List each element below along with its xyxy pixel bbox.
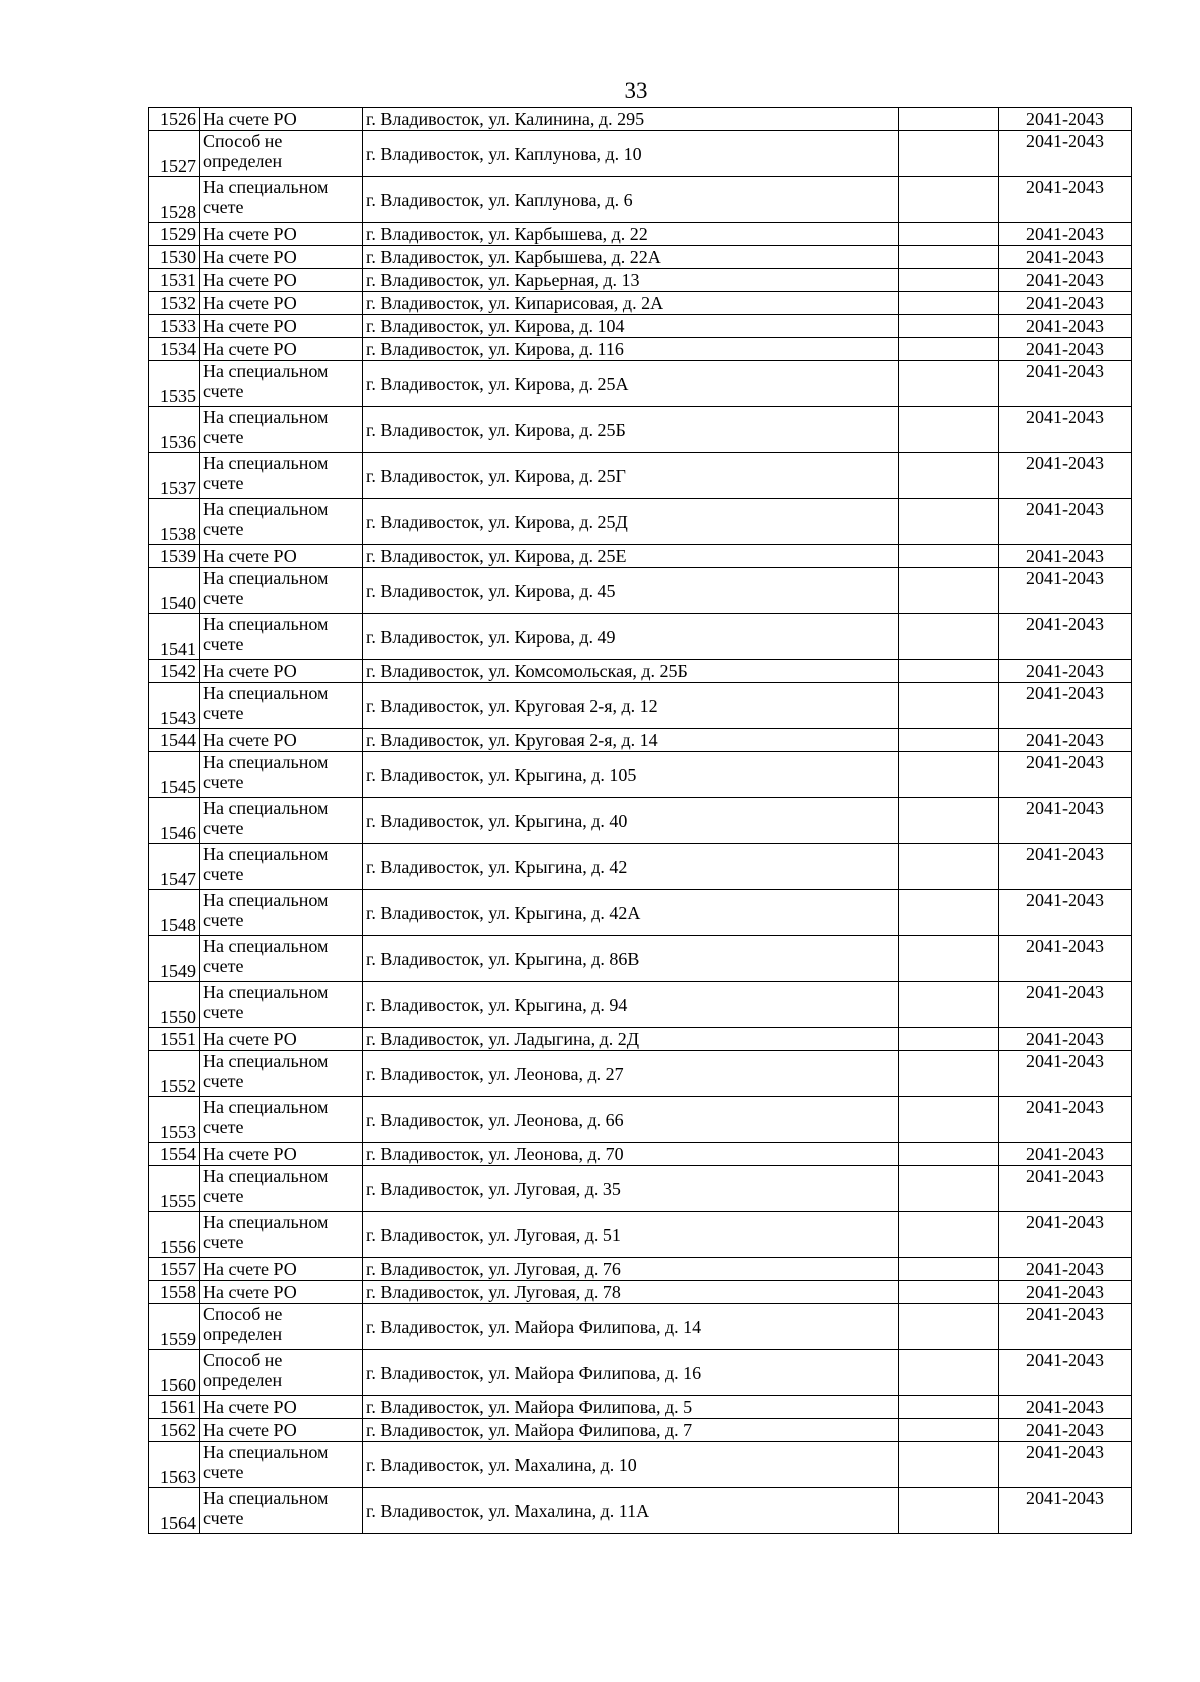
fund-formation-method bbox=[200, 844, 363, 890]
table-row bbox=[149, 1488, 1132, 1534]
repair-period: 2041-2043 bbox=[999, 1212, 1132, 1258]
building-address: г. Владивосток, ул. Крыгина, д. 105 bbox=[363, 752, 899, 798]
fund-formation-method bbox=[200, 1488, 363, 1534]
row-number: 1537 bbox=[149, 453, 200, 499]
repair-period: 2041-2043 bbox=[999, 1051, 1132, 1097]
row-number: 1538 bbox=[149, 499, 200, 545]
repair-period: 2041-2043 bbox=[999, 660, 1132, 683]
empty-cell bbox=[899, 568, 999, 614]
fund-formation-method-line: На специальном bbox=[203, 1212, 329, 1232]
row-number: 1559 bbox=[149, 1304, 200, 1350]
repair-period: 2041-2043 bbox=[999, 1097, 1132, 1143]
table-row bbox=[149, 936, 1132, 982]
row-number: 1526 bbox=[149, 108, 200, 131]
empty-cell bbox=[899, 315, 999, 338]
fund-formation-method-line: определен bbox=[203, 151, 283, 171]
building-address: г. Владивосток, ул. Крыгина, д. 40 bbox=[363, 798, 899, 844]
empty-cell bbox=[899, 499, 999, 545]
fund-formation-method-line: На специальном bbox=[203, 936, 329, 956]
repair-period: 2041-2043 bbox=[999, 1442, 1132, 1488]
row-number: 1543 bbox=[149, 683, 200, 729]
fund-formation-method-line: На специальном bbox=[203, 407, 329, 427]
table-row bbox=[149, 798, 1132, 844]
row-number: 1527 bbox=[149, 131, 200, 177]
row-number: 1561 bbox=[149, 1396, 200, 1419]
fund-formation-method-line: На специальном bbox=[203, 890, 329, 910]
fund-formation-method bbox=[200, 223, 363, 246]
fund-formation-method bbox=[200, 614, 363, 660]
empty-cell bbox=[899, 453, 999, 499]
row-number: 1528 bbox=[149, 177, 200, 223]
building-address: г. Владивосток, ул. Луговая, д. 51 bbox=[363, 1212, 899, 1258]
empty-cell bbox=[899, 1143, 999, 1166]
empty-cell bbox=[899, 246, 999, 269]
building-address: г. Владивосток, ул. Луговая, д. 35 bbox=[363, 1166, 899, 1212]
building-address: г. Владивосток, ул. Кирова, д. 49 bbox=[363, 614, 899, 660]
row-number: 1560 bbox=[149, 1350, 200, 1396]
empty-cell bbox=[899, 890, 999, 936]
building-address: г. Владивосток, ул. Карьерная, д. 13 bbox=[363, 269, 899, 292]
fund-formation-method bbox=[200, 108, 363, 131]
table-row bbox=[149, 729, 1132, 752]
fund-formation-method bbox=[200, 1097, 363, 1143]
empty-cell bbox=[899, 1097, 999, 1143]
empty-cell bbox=[899, 683, 999, 729]
fund-formation-method-line: На специальном bbox=[203, 1166, 329, 1186]
building-address: г. Владивосток, ул. Кирова, д. 25Б bbox=[363, 407, 899, 453]
fund-formation-method bbox=[200, 315, 363, 338]
fund-formation-method-line: На специальном bbox=[203, 1097, 329, 1117]
empty-cell bbox=[899, 361, 999, 407]
empty-cell bbox=[899, 1212, 999, 1258]
row-number: 1544 bbox=[149, 729, 200, 752]
fund-formation-method-line: На счете РО bbox=[203, 270, 297, 290]
building-address: г. Владивосток, ул. Карбышева, д. 22А bbox=[363, 246, 899, 269]
empty-cell bbox=[899, 223, 999, 246]
empty-cell bbox=[899, 614, 999, 660]
row-number: 1553 bbox=[149, 1097, 200, 1143]
row-number: 1549 bbox=[149, 936, 200, 982]
table-row bbox=[149, 660, 1132, 683]
fund-formation-method bbox=[200, 660, 363, 683]
building-address: г. Владивосток, ул. Кирова, д. 116 bbox=[363, 338, 899, 361]
repair-period: 2041-2043 bbox=[999, 1166, 1132, 1212]
table-row bbox=[149, 890, 1132, 936]
fund-formation-method-line: На счете РО bbox=[203, 1397, 297, 1417]
table-row bbox=[149, 1143, 1132, 1166]
fund-formation-method bbox=[200, 1396, 363, 1419]
fund-formation-method-line: На счете РО bbox=[203, 1144, 297, 1164]
fund-formation-method-line: счете bbox=[203, 1232, 244, 1252]
table-row bbox=[149, 844, 1132, 890]
table-row bbox=[149, 1051, 1132, 1097]
fund-formation-method-line: Способ не bbox=[203, 1304, 283, 1324]
row-number: 1536 bbox=[149, 407, 200, 453]
repair-period: 2041-2043 bbox=[999, 683, 1132, 729]
fund-formation-method-line: На специальном bbox=[203, 499, 329, 519]
fund-formation-method-line: счете bbox=[203, 772, 244, 792]
fund-formation-method bbox=[200, 407, 363, 453]
empty-cell bbox=[899, 1350, 999, 1396]
building-address: г. Владивосток, ул. Кирова, д. 25Е bbox=[363, 545, 899, 568]
table-row bbox=[149, 1442, 1132, 1488]
empty-cell bbox=[899, 1281, 999, 1304]
empty-cell bbox=[899, 1419, 999, 1442]
empty-cell bbox=[899, 407, 999, 453]
building-address: г. Владивосток, ул. Круговая 2-я, д. 14 bbox=[363, 729, 899, 752]
fund-formation-method-line: счете bbox=[203, 910, 244, 930]
table-row bbox=[149, 1396, 1132, 1419]
repair-period: 2041-2043 bbox=[999, 844, 1132, 890]
fund-formation-method bbox=[200, 1212, 363, 1258]
building-address: г. Владивосток, ул. Кипарисовая, д. 2А bbox=[363, 292, 899, 315]
fund-formation-method-line: счете bbox=[203, 588, 244, 608]
fund-formation-method-line: На специальном bbox=[203, 752, 329, 772]
fund-formation-method-line: На специальном bbox=[203, 1442, 329, 1462]
table-row bbox=[149, 752, 1132, 798]
row-number: 1529 bbox=[149, 223, 200, 246]
repair-period: 2041-2043 bbox=[999, 1143, 1132, 1166]
repair-period: 2041-2043 bbox=[999, 614, 1132, 660]
building-address: г. Владивосток, ул. Махалина, д. 11А bbox=[363, 1488, 899, 1534]
empty-cell bbox=[899, 660, 999, 683]
repair-period: 2041-2043 bbox=[999, 729, 1132, 752]
fund-formation-method-line: На специальном bbox=[203, 614, 329, 634]
repair-period: 2041-2043 bbox=[999, 568, 1132, 614]
building-address: г. Владивосток, ул. Круговая 2-я, д. 12 bbox=[363, 683, 899, 729]
table-row bbox=[149, 361, 1132, 407]
building-address: г. Владивосток, ул. Крыгина, д. 94 bbox=[363, 982, 899, 1028]
repair-period: 2041-2043 bbox=[999, 936, 1132, 982]
row-number: 1557 bbox=[149, 1258, 200, 1281]
fund-formation-method bbox=[200, 269, 363, 292]
building-address: г. Владивосток, ул. Леонова, д. 27 bbox=[363, 1051, 899, 1097]
fund-formation-method-line: счете bbox=[203, 956, 244, 976]
fund-formation-method bbox=[200, 1281, 363, 1304]
fund-formation-method-line: На специальном bbox=[203, 798, 329, 818]
empty-cell bbox=[899, 1166, 999, 1212]
fund-formation-method-line: Способ не bbox=[203, 131, 283, 151]
fund-formation-method-line: счете bbox=[203, 703, 244, 723]
fund-formation-method-line: На специальном bbox=[203, 568, 329, 588]
fund-formation-method-line: На счете РО bbox=[203, 339, 297, 359]
repair-period: 2041-2043 bbox=[999, 453, 1132, 499]
row-number: 1532 bbox=[149, 292, 200, 315]
empty-cell bbox=[899, 1488, 999, 1534]
fund-formation-method bbox=[200, 292, 363, 315]
table-row bbox=[149, 1281, 1132, 1304]
empty-cell bbox=[899, 1028, 999, 1051]
fund-formation-method bbox=[200, 982, 363, 1028]
empty-cell bbox=[899, 1258, 999, 1281]
repair-period: 2041-2043 bbox=[999, 315, 1132, 338]
table-row bbox=[149, 131, 1132, 177]
repair-period: 2041-2043 bbox=[999, 752, 1132, 798]
building-address: г. Владивосток, ул. Карбышева, д. 22 bbox=[363, 223, 899, 246]
fund-formation-method-line: счете bbox=[203, 1002, 244, 1022]
building-address: г. Владивосток, ул. Комсомольская, д. 25Б bbox=[363, 660, 899, 683]
building-address: г. Владивосток, ул. Майора Филипова, д. 14 bbox=[363, 1304, 899, 1350]
table-row bbox=[149, 246, 1132, 269]
building-address: г. Владивосток, ул. Калинина, д. 295 bbox=[363, 108, 899, 131]
fund-formation-method-line: счете bbox=[203, 818, 244, 838]
table-row bbox=[149, 1212, 1132, 1258]
row-number: 1551 bbox=[149, 1028, 200, 1051]
page-number: 33 bbox=[624, 78, 648, 103]
repair-period: 2041-2043 bbox=[999, 246, 1132, 269]
building-address: г. Владивосток, ул. Каплунова, д. 10 bbox=[363, 131, 899, 177]
row-number: 1531 bbox=[149, 269, 200, 292]
fund-formation-method-line: На специальном bbox=[203, 1051, 329, 1071]
row-number: 1542 bbox=[149, 660, 200, 683]
fund-formation-method bbox=[200, 246, 363, 269]
row-number: 1535 bbox=[149, 361, 200, 407]
fund-formation-method-line: счете bbox=[203, 864, 244, 884]
table-row bbox=[149, 1258, 1132, 1281]
fund-formation-method bbox=[200, 1166, 363, 1212]
fund-formation-method bbox=[200, 499, 363, 545]
building-address: г. Владивосток, ул. Майора Филипова, д. 5 bbox=[363, 1396, 899, 1419]
table-row bbox=[149, 177, 1132, 223]
table-row bbox=[149, 683, 1132, 729]
fund-formation-method-line: счете bbox=[203, 1071, 244, 1091]
fund-formation-method bbox=[200, 338, 363, 361]
building-address: г. Владивосток, ул. Луговая, д. 78 bbox=[363, 1281, 899, 1304]
building-address: г. Владивосток, ул. Кирова, д. 104 bbox=[363, 315, 899, 338]
repair-period: 2041-2043 bbox=[999, 1396, 1132, 1419]
row-number: 1545 bbox=[149, 752, 200, 798]
fund-formation-method bbox=[200, 1350, 363, 1396]
fund-formation-method bbox=[200, 361, 363, 407]
repair-period: 2041-2043 bbox=[999, 338, 1132, 361]
row-number: 1541 bbox=[149, 614, 200, 660]
table-row bbox=[149, 982, 1132, 1028]
fund-formation-method-line: счете bbox=[203, 1508, 244, 1528]
building-address: г. Владивосток, ул. Леонова, д. 70 bbox=[363, 1143, 899, 1166]
fund-formation-method bbox=[200, 1304, 363, 1350]
fund-formation-method bbox=[200, 936, 363, 982]
fund-formation-method-line: На счете РО bbox=[203, 316, 297, 336]
building-address: г. Владивосток, ул. Каплунова, д. 6 bbox=[363, 177, 899, 223]
repair-period: 2041-2043 bbox=[999, 1488, 1132, 1534]
table-row bbox=[149, 407, 1132, 453]
row-number: 1539 bbox=[149, 545, 200, 568]
table-row bbox=[149, 108, 1132, 131]
building-address: г. Владивосток, ул. Майора Филипова, д. 16 bbox=[363, 1350, 899, 1396]
empty-cell bbox=[899, 844, 999, 890]
fund-formation-method-line: счете bbox=[203, 1186, 244, 1206]
fund-formation-method bbox=[200, 1442, 363, 1488]
fund-formation-method-line: На счете РО bbox=[203, 730, 297, 750]
building-address: г. Владивосток, ул. Луговая, д. 76 bbox=[363, 1258, 899, 1281]
fund-formation-method-line: На счете РО bbox=[203, 661, 297, 681]
empty-cell bbox=[899, 545, 999, 568]
fund-formation-method-line: На специальном bbox=[203, 1488, 329, 1508]
fund-formation-method-line: На счете РО bbox=[203, 546, 297, 566]
fund-formation-method-line: На счете РО bbox=[203, 109, 297, 129]
fund-formation-method-line: На специальном bbox=[203, 683, 329, 703]
table-row bbox=[149, 1419, 1132, 1442]
building-address: г. Владивосток, ул. Кирова, д. 45 bbox=[363, 568, 899, 614]
fund-formation-method bbox=[200, 177, 363, 223]
registry-table-body bbox=[149, 108, 1132, 1534]
fund-formation-method-line: определен bbox=[203, 1324, 283, 1344]
fund-formation-method bbox=[200, 798, 363, 844]
fund-formation-method bbox=[200, 1028, 363, 1051]
table-row bbox=[149, 1028, 1132, 1051]
fund-formation-method-line: счете bbox=[203, 634, 244, 654]
building-address: г. Владивосток, ул. Леонова, д. 66 bbox=[363, 1097, 899, 1143]
repair-period: 2041-2043 bbox=[999, 223, 1132, 246]
empty-cell bbox=[899, 1442, 999, 1488]
row-number: 1548 bbox=[149, 890, 200, 936]
fund-formation-method bbox=[200, 453, 363, 499]
fund-formation-method-line: На счете РО bbox=[203, 1282, 297, 1302]
building-address: г. Владивосток, ул. Крыгина, д. 42А bbox=[363, 890, 899, 936]
fund-formation-method-line: На счете РО bbox=[203, 1029, 297, 1049]
building-address: г. Владивосток, ул. Ладыгина, д. 2Д bbox=[363, 1028, 899, 1051]
fund-formation-method bbox=[200, 752, 363, 798]
empty-cell bbox=[899, 338, 999, 361]
table-row bbox=[149, 223, 1132, 246]
row-number: 1530 bbox=[149, 246, 200, 269]
repair-period: 2041-2043 bbox=[999, 131, 1132, 177]
fund-formation-method bbox=[200, 568, 363, 614]
row-number: 1550 bbox=[149, 982, 200, 1028]
repair-period: 2041-2043 bbox=[999, 407, 1132, 453]
fund-formation-method bbox=[200, 131, 363, 177]
fund-formation-method-line: На счете РО bbox=[203, 224, 297, 244]
repair-period: 2041-2043 bbox=[999, 108, 1132, 131]
table-row bbox=[149, 269, 1132, 292]
fund-formation-method-line: На счете РО bbox=[203, 247, 297, 267]
fund-formation-method-line: счете bbox=[203, 1117, 244, 1137]
repair-period: 2041-2043 bbox=[999, 798, 1132, 844]
fund-formation-method-line: Способ не bbox=[203, 1350, 283, 1370]
empty-cell bbox=[899, 982, 999, 1028]
fund-formation-method bbox=[200, 890, 363, 936]
empty-cell bbox=[899, 936, 999, 982]
empty-cell bbox=[899, 1304, 999, 1350]
repair-period: 2041-2043 bbox=[999, 499, 1132, 545]
building-address: г. Владивосток, ул. Кирова, д. 25Д bbox=[363, 499, 899, 545]
fund-formation-method-line: На специальном bbox=[203, 982, 329, 1002]
table-row bbox=[149, 1350, 1132, 1396]
empty-cell bbox=[899, 1396, 999, 1419]
table-row bbox=[149, 453, 1132, 499]
fund-formation-method-line: На счете РО bbox=[203, 1420, 297, 1440]
empty-cell bbox=[899, 752, 999, 798]
fund-formation-method bbox=[200, 1258, 363, 1281]
repair-period: 2041-2043 bbox=[999, 545, 1132, 568]
repair-period: 2041-2043 bbox=[999, 890, 1132, 936]
repair-period: 2041-2043 bbox=[999, 361, 1132, 407]
registry-table bbox=[148, 107, 1132, 1534]
row-number: 1556 bbox=[149, 1212, 200, 1258]
row-number: 1555 bbox=[149, 1166, 200, 1212]
empty-cell bbox=[899, 177, 999, 223]
fund-formation-method-line: счете bbox=[203, 473, 244, 493]
row-number: 1562 bbox=[149, 1419, 200, 1442]
fund-formation-method-line: На счете РО bbox=[203, 1259, 297, 1279]
fund-formation-method bbox=[200, 545, 363, 568]
repair-period: 2041-2043 bbox=[999, 1419, 1132, 1442]
row-number: 1547 bbox=[149, 844, 200, 890]
row-number: 1554 bbox=[149, 1143, 200, 1166]
table-row bbox=[149, 545, 1132, 568]
repair-period: 2041-2043 bbox=[999, 1350, 1132, 1396]
repair-period: 2041-2043 bbox=[999, 292, 1132, 315]
table-row bbox=[149, 499, 1132, 545]
table-row bbox=[149, 1166, 1132, 1212]
empty-cell bbox=[899, 798, 999, 844]
row-number: 1533 bbox=[149, 315, 200, 338]
table-row bbox=[149, 1304, 1132, 1350]
fund-formation-method bbox=[200, 683, 363, 729]
table-row bbox=[149, 315, 1132, 338]
row-number: 1546 bbox=[149, 798, 200, 844]
fund-formation-method bbox=[200, 729, 363, 752]
fund-formation-method-line: На счете РО bbox=[203, 293, 297, 313]
row-number: 1540 bbox=[149, 568, 200, 614]
repair-period: 2041-2043 bbox=[999, 1281, 1132, 1304]
table-row bbox=[149, 614, 1132, 660]
empty-cell bbox=[899, 292, 999, 315]
row-number: 1534 bbox=[149, 338, 200, 361]
building-address: г. Владивосток, ул. Махалина, д. 10 bbox=[363, 1442, 899, 1488]
table-row bbox=[149, 292, 1132, 315]
repair-period: 2041-2043 bbox=[999, 1304, 1132, 1350]
empty-cell bbox=[899, 131, 999, 177]
row-number: 1563 bbox=[149, 1442, 200, 1488]
empty-cell bbox=[899, 108, 999, 131]
fund-formation-method bbox=[200, 1143, 363, 1166]
fund-formation-method bbox=[200, 1419, 363, 1442]
fund-formation-method-line: счете bbox=[203, 427, 244, 447]
table-row bbox=[149, 1097, 1132, 1143]
table-row bbox=[149, 568, 1132, 614]
fund-formation-method-line: счете bbox=[203, 381, 244, 401]
fund-formation-method-line: счете bbox=[203, 1462, 244, 1482]
table-row bbox=[149, 338, 1132, 361]
repair-period: 2041-2043 bbox=[999, 1028, 1132, 1051]
building-address: г. Владивосток, ул. Кирова, д. 25Г bbox=[363, 453, 899, 499]
row-number: 1564 bbox=[149, 1488, 200, 1534]
repair-period: 2041-2043 bbox=[999, 177, 1132, 223]
building-address: г. Владивосток, ул. Майора Филипова, д. 7 bbox=[363, 1419, 899, 1442]
building-address: г. Владивосток, ул. Кирова, д. 25А bbox=[363, 361, 899, 407]
fund-formation-method-line: счете bbox=[203, 519, 244, 539]
building-address: г. Владивосток, ул. Крыгина, д. 42 bbox=[363, 844, 899, 890]
fund-formation-method-line: На специальном bbox=[203, 177, 329, 197]
row-number: 1558 bbox=[149, 1281, 200, 1304]
repair-period: 2041-2043 bbox=[999, 982, 1132, 1028]
row-number: 1552 bbox=[149, 1051, 200, 1097]
fund-formation-method bbox=[200, 1051, 363, 1097]
empty-cell bbox=[899, 269, 999, 292]
empty-cell bbox=[899, 729, 999, 752]
fund-formation-method-line: На специальном bbox=[203, 453, 329, 473]
building-address: г. Владивосток, ул. Крыгина, д. 86В bbox=[363, 936, 899, 982]
empty-cell bbox=[899, 1051, 999, 1097]
repair-period: 2041-2043 bbox=[999, 269, 1132, 292]
fund-formation-method-line: определен bbox=[203, 1370, 283, 1390]
fund-formation-method-line: На специальном bbox=[203, 844, 329, 864]
repair-period: 2041-2043 bbox=[999, 1258, 1132, 1281]
fund-formation-method-line: На специальном bbox=[203, 361, 329, 381]
fund-formation-method-line: счете bbox=[203, 197, 244, 217]
